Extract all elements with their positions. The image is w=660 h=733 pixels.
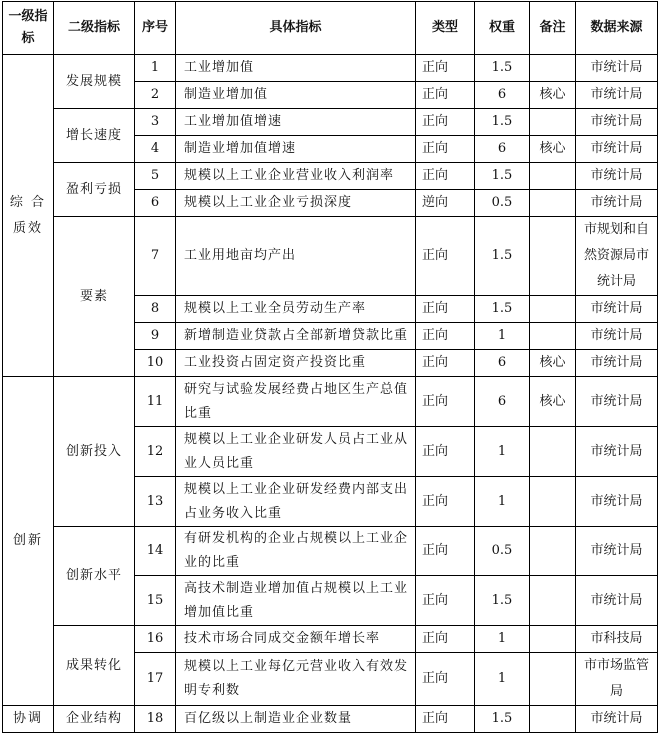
row-weight: 6	[475, 377, 530, 427]
row-source: 市科技局	[576, 626, 658, 653]
row-no: 2	[135, 82, 176, 109]
row-type: 逆向	[416, 190, 475, 217]
row-weight: 1.5	[475, 55, 530, 82]
row-indicator: 规模以上工业每亿元营业收入有效发明专利数	[176, 653, 416, 706]
row-type: 正向	[416, 136, 475, 163]
header-indicator: 具体指标	[176, 2, 416, 55]
row-no: 3	[135, 109, 176, 136]
row-weight: 1	[475, 653, 530, 706]
row-source: 市统计局	[576, 163, 658, 190]
row-indicator: 制造业增加值增速	[176, 136, 416, 163]
row-indicator: 有研发机构的企业占规模以上工业企业的比重	[176, 527, 416, 576]
row-source: 市统计局	[576, 576, 658, 626]
row-note: 核心	[530, 350, 576, 377]
row-source: 市统计局	[576, 323, 658, 350]
row-weight: 1.5	[475, 217, 530, 296]
row-note	[530, 527, 576, 576]
row-source: 市统计局	[576, 477, 658, 527]
row-source: 市统计局	[576, 109, 658, 136]
row-no: 9	[135, 323, 176, 350]
row-indicator: 工业增加值增速	[176, 109, 416, 136]
row-source: 市规划和自然资源局市统计局	[576, 217, 658, 296]
row-type: 正向	[416, 163, 475, 190]
row-type: 正向	[416, 576, 475, 626]
row-source: 市统计局	[576, 190, 658, 217]
header-weight: 权重	[475, 2, 530, 55]
group-innovation: 创新	[3, 377, 54, 706]
row-weight: 1.5	[475, 706, 530, 733]
row-source: 市统计局	[576, 706, 658, 733]
row-no: 6	[135, 190, 176, 217]
row-type: 正向	[416, 82, 475, 109]
row-source: 市统计局	[576, 82, 658, 109]
row-source: 市统计局	[576, 377, 658, 427]
row-note: 核心	[530, 136, 576, 163]
subgroup-growth: 增长速度	[54, 109, 135, 163]
row-no: 10	[135, 350, 176, 377]
row-note	[530, 163, 576, 190]
row-indicator: 规模以上工业企业亏损深度	[176, 190, 416, 217]
row-indicator: 百亿级以上制造业企业数量	[176, 706, 416, 733]
subgroup-level: 创新水平	[54, 527, 135, 626]
row-indicator: 规模以上工业企业研发人员占工业从业人员比重	[176, 427, 416, 477]
header-seq: 序号	[135, 2, 176, 55]
header-note: 备注	[530, 2, 576, 55]
row-indicator: 规模以上工业企业研发经费内部支出占业务收入比重	[176, 477, 416, 527]
row-weight: 0.5	[475, 527, 530, 576]
row-indicator: 工业增加值	[176, 55, 416, 82]
row-source: 市统计局	[576, 55, 658, 82]
row-weight: 1.5	[475, 163, 530, 190]
row-note	[530, 323, 576, 350]
row-no: 14	[135, 527, 176, 576]
row-note	[530, 706, 576, 733]
group-comprehensive: 综 合质效	[3, 55, 54, 377]
row-note	[530, 626, 576, 653]
subgroup-profit: 盈利亏损	[54, 163, 135, 217]
row-note	[530, 576, 576, 626]
row-source: 市统计局	[576, 350, 658, 377]
row-weight: 6	[475, 136, 530, 163]
row-indicator: 工业用地亩均产出	[176, 217, 416, 296]
row-type: 正向	[416, 626, 475, 653]
row-weight: 1	[475, 427, 530, 477]
row-type: 正向	[416, 427, 475, 477]
row-source: 市统计局	[576, 136, 658, 163]
row-type: 正向	[416, 296, 475, 323]
row-weight: 1	[475, 626, 530, 653]
group-coordination: 协调	[3, 706, 54, 733]
header-level1: 一级指标	[3, 2, 54, 55]
row-indicator: 新增制造业贷款占全部新增贷款比重	[176, 323, 416, 350]
row-indicator: 技术市场合同成交金额年增长率	[176, 626, 416, 653]
row-no: 17	[135, 653, 176, 706]
row-weight: 6	[475, 82, 530, 109]
row-type: 正向	[416, 477, 475, 527]
row-no: 15	[135, 576, 176, 626]
header-level2: 二级指标	[54, 2, 135, 55]
row-weight: 6	[475, 350, 530, 377]
row-type: 正向	[416, 653, 475, 706]
row-note	[530, 653, 576, 706]
row-weight: 1	[475, 477, 530, 527]
row-type: 正向	[416, 527, 475, 576]
row-indicator: 制造业增加值	[176, 82, 416, 109]
row-no: 8	[135, 296, 176, 323]
row-no: 18	[135, 706, 176, 733]
row-no: 7	[135, 217, 176, 296]
row-note	[530, 477, 576, 527]
row-weight: 1	[475, 323, 530, 350]
subgroup-input: 创新投入	[54, 377, 135, 527]
row-type: 正向	[416, 217, 475, 296]
row-source: 市统计局	[576, 296, 658, 323]
row-weight: 1.5	[475, 109, 530, 136]
row-no: 11	[135, 377, 176, 427]
row-note: 核心	[530, 377, 576, 427]
row-type: 正向	[416, 377, 475, 427]
row-source: 市统计局	[576, 427, 658, 477]
row-type: 正向	[416, 350, 475, 377]
row-note	[530, 55, 576, 82]
subgroup-structure: 企业结构	[54, 706, 135, 733]
row-note	[530, 296, 576, 323]
row-no: 4	[135, 136, 176, 163]
subgroup-transfer: 成果转化	[54, 626, 135, 706]
row-no: 13	[135, 477, 176, 527]
row-no: 16	[135, 626, 176, 653]
subgroup-factors: 要素	[54, 217, 135, 377]
row-indicator: 高技术制造业增加值占规模以上工业增加值比重	[176, 576, 416, 626]
row-note	[530, 109, 576, 136]
row-type: 正向	[416, 109, 475, 136]
row-source: 市市场监管局	[576, 653, 658, 706]
row-note	[530, 190, 576, 217]
row-type: 正向	[416, 706, 475, 733]
row-no: 5	[135, 163, 176, 190]
indicator-table	[2, 1, 658, 733]
row-no: 12	[135, 427, 176, 477]
header-type: 类型	[416, 2, 475, 55]
row-note	[530, 427, 576, 477]
row-note: 核心	[530, 82, 576, 109]
row-weight: 1.5	[475, 296, 530, 323]
row-weight: 0.5	[475, 190, 530, 217]
row-note	[530, 217, 576, 296]
subgroup-scale: 发展规模	[54, 55, 135, 109]
row-indicator: 工业投资占固定资产投资比重	[176, 350, 416, 377]
row-weight: 1.5	[475, 576, 530, 626]
row-indicator: 规模以上工业企业营业收入利润率	[176, 163, 416, 190]
header-source: 数据来源	[576, 2, 658, 55]
row-indicator: 规模以上工业全员劳动生产率	[176, 296, 416, 323]
row-type: 正向	[416, 55, 475, 82]
row-source: 市统计局	[576, 527, 658, 576]
row-indicator: 研究与试验发展经费占地区生产总值比重	[176, 377, 416, 427]
row-no: 1	[135, 55, 176, 82]
row-type: 正向	[416, 323, 475, 350]
